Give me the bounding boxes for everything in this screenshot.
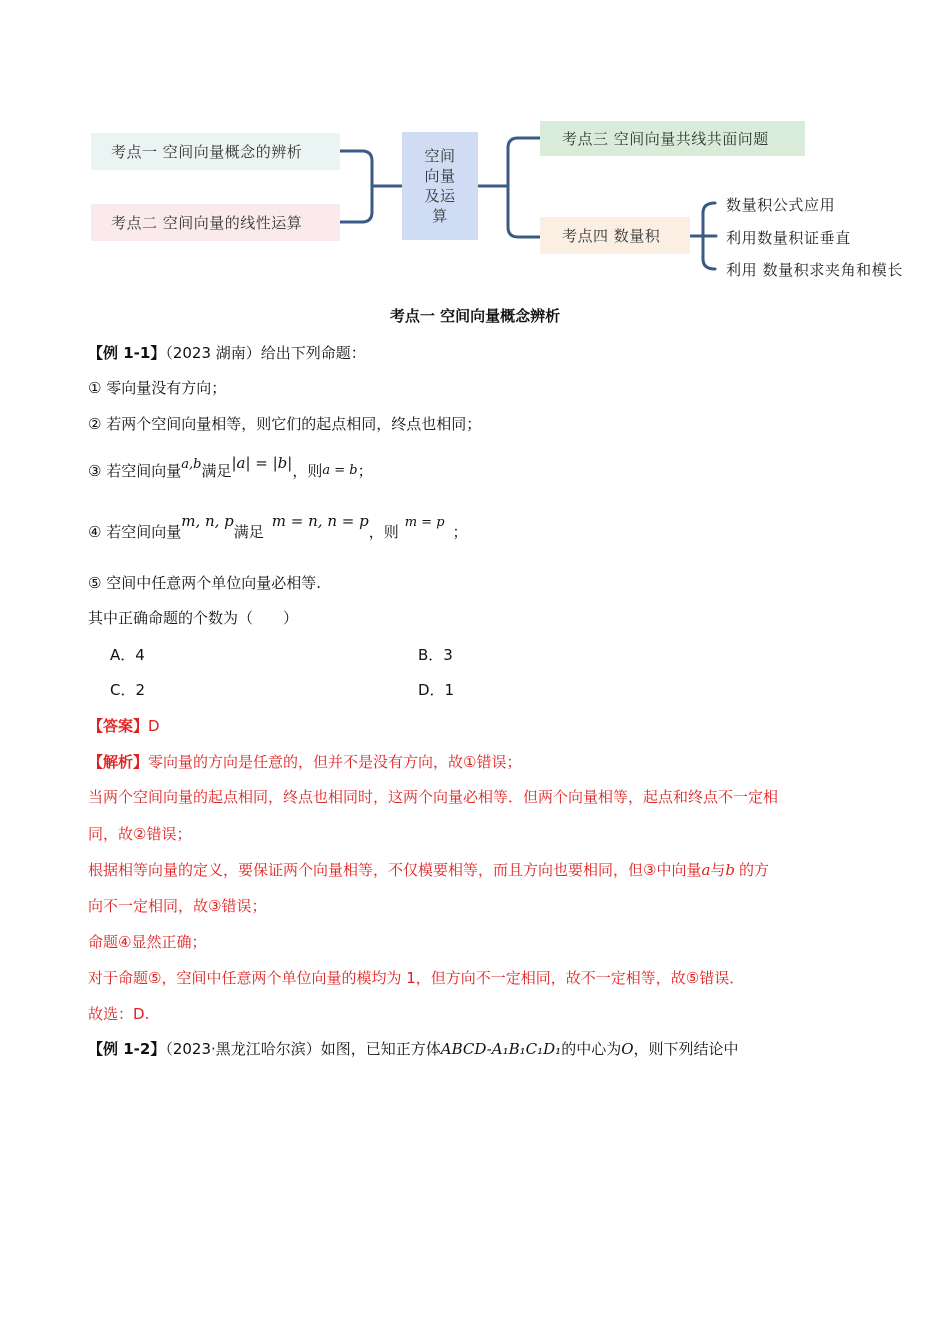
center-point: O (621, 1040, 634, 1058)
p3-abs-equation: |a| = |b| (231, 454, 293, 472)
topic-box-1 (91, 133, 340, 170)
example-2-tag: 【例 1-2】 (88, 1040, 166, 1058)
p3-text-b: 满足 (201, 462, 232, 480)
analysis-vector-b: b (725, 861, 736, 879)
p4-text-c: ，则 (368, 523, 399, 541)
leaf-1: 数量积公式应用 (726, 196, 836, 214)
p4-equation-1: m = n, n = p (271, 512, 369, 530)
answer-value: D (148, 717, 160, 735)
cube-name: ABCD-A₁B₁C₁D₁ (440, 1040, 562, 1058)
topic-box-3 (540, 121, 805, 156)
proposition-5: ⑤ 空间中任意两个单位向量必相等. (88, 574, 321, 592)
p4-vectors-mnp: m, n, p (181, 512, 234, 530)
analysis-line-5: 向不一定相同，故③错误； (88, 897, 267, 915)
question-text: 其中正确命题的个数为（ ） (88, 609, 299, 627)
p4-equation-2: m = p (404, 515, 445, 530)
proposition-3 (88, 454, 373, 481)
leaf-3: 利用 数量积求夹角和模长 (726, 261, 903, 279)
analysis-vector-a: a (701, 861, 711, 879)
answer-line (88, 715, 160, 736)
analysis-line-2: 当两个空间向量的起点相同，终点也相同时，这两个向量必相等．但两个向量相等，起点和终点不一定相 (88, 788, 779, 806)
leaf-2: 利用数量积证垂直 (726, 229, 851, 247)
example-2-text-b: 的中心为 (561, 1040, 622, 1058)
topic-box-1-label: 考点一 空间向量概念的辨析 (111, 143, 303, 161)
topic-box-4 (540, 217, 690, 254)
analysis-line-6: 命题④显然正确； (88, 933, 207, 951)
topic-box-2-label: 考点二 空间向量的线性运算 (111, 214, 303, 232)
analysis-text-4c: 的方 (739, 861, 770, 879)
p3-text-d: ； (357, 462, 373, 480)
analysis-line-1 (88, 751, 521, 772)
p3-text-c: ，则 (292, 462, 323, 480)
p3-text-a: ③ 若空间向量 (88, 462, 182, 480)
proposition-2: ② 若两个空间向量相等，则它们的起点相同，终点也相同； (88, 415, 482, 433)
example-1-1-header (88, 342, 366, 363)
example-2-text-a: （2023·黑龙江哈尔滨）如图，已知正方体 (165, 1040, 441, 1058)
p3-vectors-ab: a,b (181, 457, 202, 472)
analysis-text-4a: 根据相等向量的定义，要保证两个向量相等，不仅模要相等，而且方向也要相同，但③中向量 (88, 861, 702, 879)
analysis-line-8: 故选：D. (88, 1005, 150, 1023)
p3-equation: a = b (322, 463, 358, 478)
section-title: 考点一 空间向量概念辨析 (389, 307, 561, 325)
proposition-4 (88, 512, 468, 542)
analysis-line-7: 对于命题⑤，空间中任意两个单位向量的模均为 1，但方向不一定相同，故不一定相等，故⑤错误． (88, 969, 745, 987)
option-c: C．2 (110, 681, 146, 699)
analysis-line-4 (88, 859, 769, 880)
center-box-label: 空间向量及运算 (424, 147, 456, 225)
analysis-text-4b: 与 (710, 861, 726, 879)
p4-text-d: ； (452, 523, 468, 541)
example-1-2-header (88, 1038, 739, 1059)
example-intro: （2023 湖南）给出下列命题： (165, 344, 366, 362)
option-d: D．1 (418, 681, 455, 699)
topic-box-3-label: 考点三 空间向量共线共面问题 (562, 130, 769, 148)
p4-text-a: ④ 若空间向量 (88, 523, 182, 541)
topic-box-2 (91, 204, 340, 241)
proposition-1: ① 零向量没有方向； (88, 379, 227, 397)
analysis-text-1: 零向量的方向是任意的，但并不是没有方向，故①错误； (148, 753, 522, 771)
analysis-tag: 【解析】 (88, 753, 149, 771)
example-tag: 【例 1-1】 (88, 344, 166, 362)
analysis-line-3: 同，故②错误； (88, 825, 192, 843)
topic-box-4-label: 考点四 数量积 (562, 227, 661, 245)
answer-tag: 【答案】 (88, 717, 149, 735)
option-a: A．4 (110, 646, 145, 664)
option-b: B．3 (418, 646, 453, 664)
example-2-text-c: ，则下列结论中 (633, 1040, 739, 1058)
p4-text-b: 满足 (233, 523, 264, 541)
center-box (402, 132, 478, 240)
